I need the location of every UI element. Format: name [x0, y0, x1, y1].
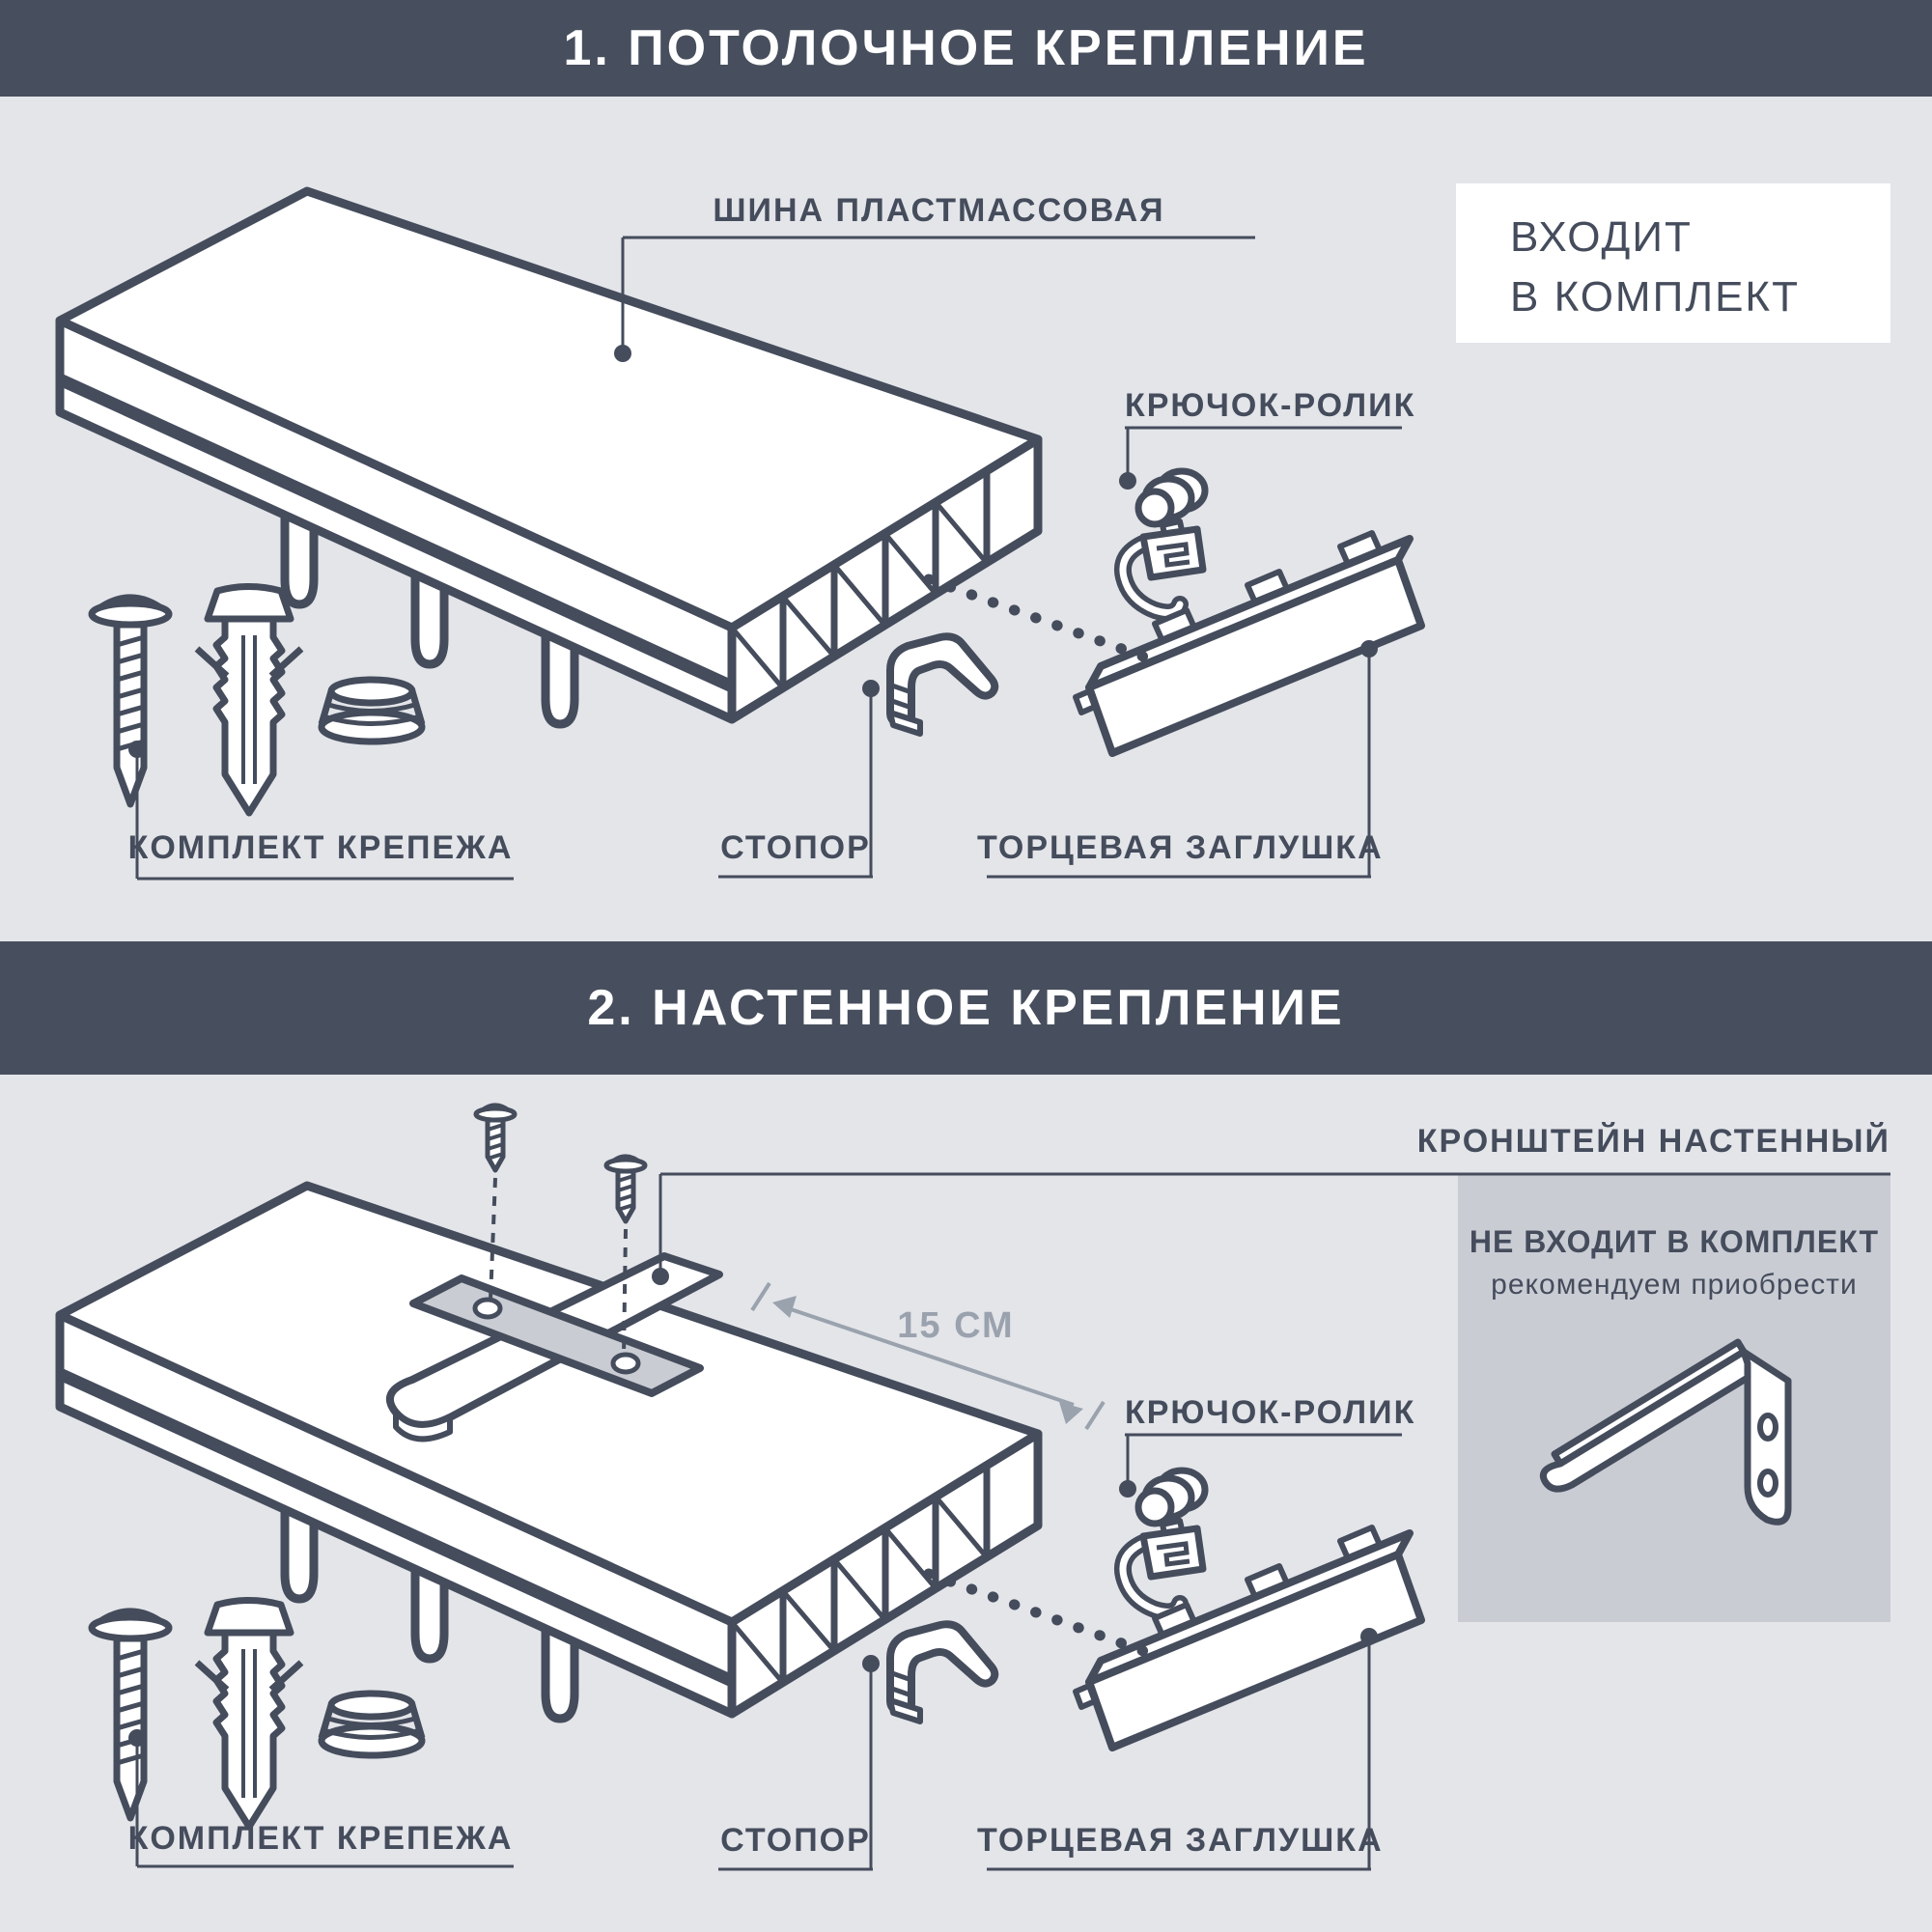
label-fastener-kit-1: КОМПЛЕКТ КРЕПЕЖА [127, 829, 514, 866]
label-fastener-kit-2: КОМПЛЕКТ КРЕПЕЖА [127, 1820, 514, 1857]
not-included-subtitle: рекомендуем приобрести [1491, 1269, 1858, 1301]
section2-title: 2. НАСТЕННОЕ КРЕПЛЕНИЕ [587, 980, 1345, 1036]
included-badge-text [1510, 208, 1800, 327]
label-stopper-1: СТОПОР [720, 829, 871, 866]
label-hook-roller-1: КРЮЧОК-РОЛИК [1125, 387, 1416, 424]
included-line2: В КОМПЛЕКТ [1510, 273, 1800, 321]
label-stopper-2: СТОПОР [720, 1822, 871, 1859]
not-included-title: НЕ ВХОДИТ В КОМПЛЕКТ [1469, 1224, 1880, 1259]
section1-title: 1. ПОТОЛОЧНОЕ КРЕПЛЕНИЕ [563, 20, 1369, 76]
label-wall-bracket: КРОНШТЕЙН НАСТЕННЫЙ [1416, 1123, 1890, 1160]
label-end-cap-2: ТОРЦЕВАЯ ЗАГЛУШКА [977, 1822, 1384, 1859]
label-rail: ШИНА ПЛАСТМАССОВАЯ [713, 192, 1165, 229]
label-hook-roller-2: КРЮЧОК-РОЛИК [1125, 1394, 1416, 1431]
label-end-cap-1: ТОРЦЕВАЯ ЗАГЛУШКА [977, 829, 1384, 866]
included-line1: ВХОДИТ [1510, 213, 1693, 261]
dimension-label: 15 СМ [897, 1305, 1015, 1346]
